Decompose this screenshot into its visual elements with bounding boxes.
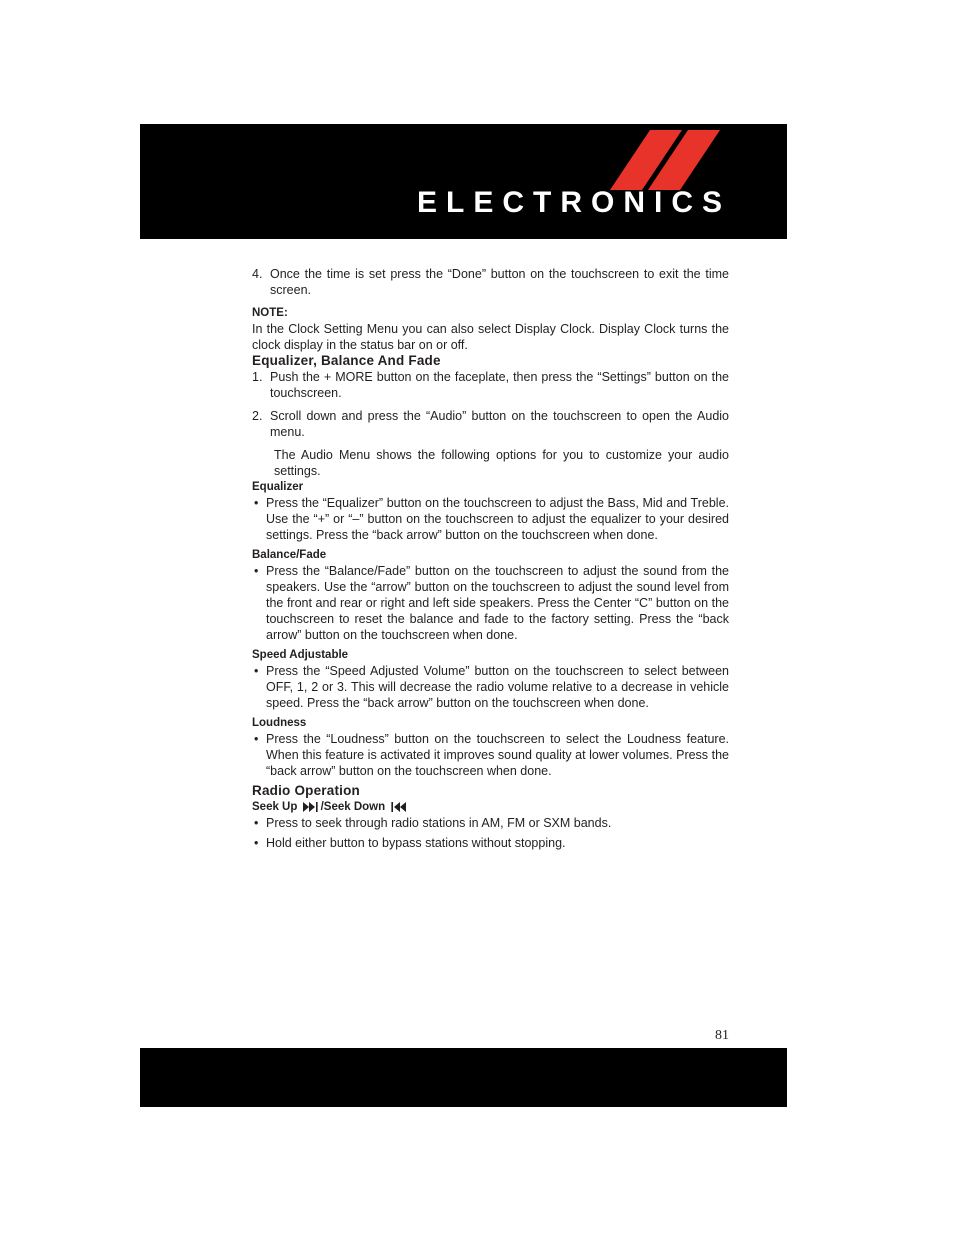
radio-operation-heading: Radio Operation: [252, 783, 361, 798]
step-4: [252, 266, 729, 298]
eq-step-1: [252, 369, 729, 401]
seek-heading: [252, 799, 729, 815]
list-item: [252, 731, 729, 779]
seek-down-label: /Seek Down: [320, 801, 386, 813]
seek-up-icon: [303, 802, 319, 812]
step-text: Once the time is set press the “Done” button on the touchscreen to exit the time screen.: [270, 267, 729, 297]
note-label: NOTE:: [252, 307, 288, 319]
bullet-icon: •: [254, 816, 259, 830]
bullet-icon: •: [254, 732, 259, 746]
equalizer-heading: Equalizer: [252, 481, 304, 493]
step-number: 1.: [252, 370, 263, 384]
bullet-icon: •: [254, 496, 259, 510]
audio-menu-description: The Audio Menu shows the following options for you to customize your audio settings.: [274, 448, 729, 478]
eq-step-2: [252, 408, 729, 440]
note-text: In the Clock Setting Menu you can also select Display Clock. Display Clock turns the clock display in the status bar on or off.: [252, 322, 729, 352]
header-bar: [140, 124, 787, 239]
bullet-text: Press to seek through radio stations in AM, FM or SXM bands.: [266, 816, 612, 830]
seek-up-label: Seek Up: [252, 801, 298, 813]
bullet-text: Press the “Speed Adjusted Volume” button on the touchscreen to select between OFF, 1, 2 or 3. This will decrease the radio volume relative to a decrease in vehicle speed. Press the “back arrow” button on the touchscreen when done.: [266, 664, 729, 710]
bullet-text: Hold either button to bypass stations without stopping.: [266, 836, 566, 850]
step-number: 2.: [252, 409, 263, 423]
page-content: [252, 266, 729, 855]
bullet-text: Press the “Balance/Fade” button on the touchscreen to adjust the sound from the speakers. Use the “arrow” button on the touchscreen to adjust the sound level from the front and rear or right and left side speakers. Press the Center “C” button on the touchscreen to reset the balance and fade to the factory setting. Press the “back arrow” button on the touchscreen when done.: [266, 564, 729, 642]
step-text: Push the + MORE button on the faceplate, then press the “Settings” button on the touchscreen.: [270, 370, 729, 400]
loudness-heading: Loudness: [252, 717, 307, 729]
list-item: [252, 835, 729, 851]
bullet-icon: •: [254, 664, 259, 678]
step-text: Scroll down and press the “Audio” button on the touchscreen to open the Audio menu.: [270, 409, 729, 439]
list-item: [252, 495, 729, 543]
seek-down-icon: [390, 802, 406, 812]
balance-fade-heading: Balance/Fade: [252, 549, 327, 561]
list-item: [252, 663, 729, 711]
step-number: 4.: [252, 267, 263, 281]
page-number: 81: [715, 1028, 729, 1043]
bullet-icon: •: [254, 836, 259, 850]
equalizer-balance-fade-heading: Equalizer, Balance And Fade: [252, 353, 441, 368]
footer-bar: [140, 1048, 787, 1107]
bullet-text: Press the “Loudness” button on the touchscreen to select the Loudness feature. When this feature is activated it improves sound quality at lower volumes. Press the “back arrow” button on the touchscreen when done.: [266, 732, 729, 778]
bullet-icon: •: [254, 564, 259, 578]
speed-adjustable-heading: Speed Adjustable: [252, 649, 349, 661]
bullet-text: Press the “Equalizer” button on the touchscreen to adjust the Bass, Mid and Treble. Use the “+” or “–” button on the touchscreen to adjust the equalizer to your desired settings. Press the “back arrow” button on the touchscreen when done.: [266, 496, 729, 542]
brand-stripes-icon: [610, 130, 722, 190]
section-title: ELECTRONICS: [416, 186, 731, 219]
list-item: [252, 563, 729, 643]
list-item: [252, 815, 729, 831]
